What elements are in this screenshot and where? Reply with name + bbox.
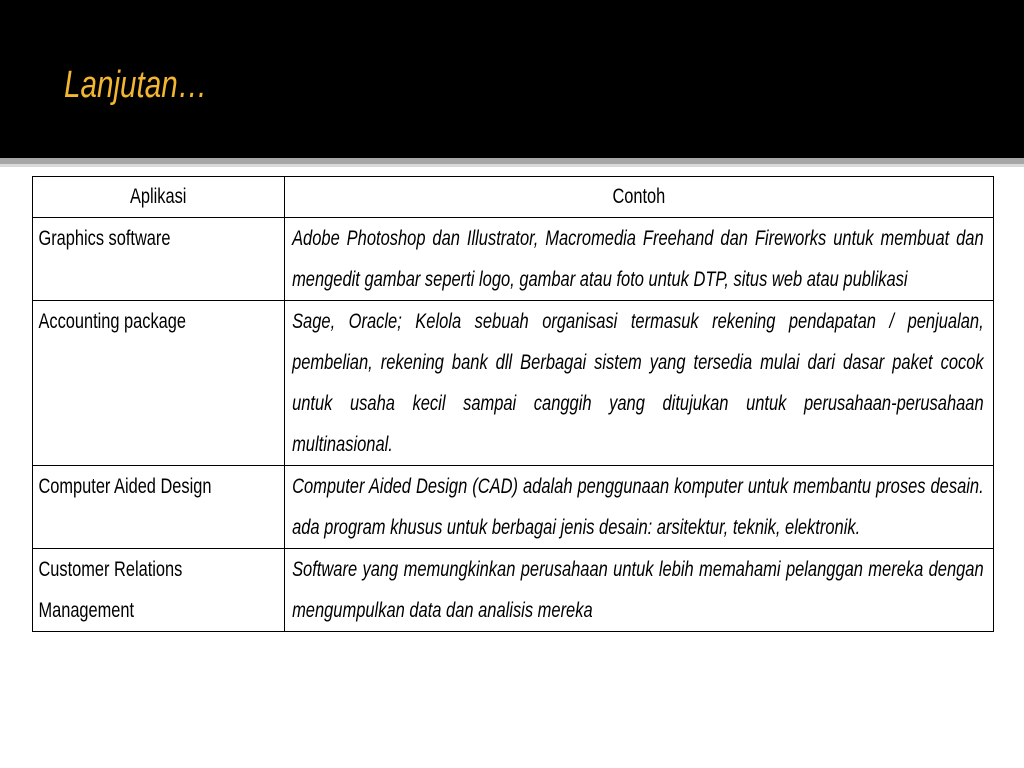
column-header-contoh-label: Contoh: [612, 185, 666, 208]
contoh-text: Adobe Photoshop dan Illustrator, Macromedia Freehand dan Fireworks untuk membuat dan mengedit gambar seperti logo, gambar atau foto untuk DTP, situs web atau publikasi: [292, 227, 984, 291]
cell-aplikasi: [33, 549, 285, 632]
table-row: [33, 218, 994, 301]
aplikasi-text: Accounting package: [38, 310, 186, 333]
contoh-text: Computer Aided Design (CAD) adalah penggunaan komputer untuk membantu proses desain. ada program khusus untuk berbagai jenis desain: arsitektur, teknik, elektronik.: [292, 475, 984, 539]
applications-table: [32, 176, 994, 632]
aplikasi-text: Graphics software: [38, 227, 171, 250]
table-row: [33, 466, 994, 549]
cell-contoh: [285, 218, 994, 301]
cell-aplikasi: [33, 466, 285, 549]
cell-contoh: [285, 466, 994, 549]
table-row: [33, 301, 994, 466]
table-row: [33, 549, 994, 632]
column-header-contoh: [285, 177, 994, 218]
cell-aplikasi: [33, 301, 285, 466]
column-header-aplikasi-label: Aplikasi: [130, 185, 187, 208]
cell-aplikasi: [33, 218, 285, 301]
contoh-text: Sage, Oracle; Kelola sebuah organisasi termasuk rekening pendapatan / penjualan, pembelian, rekening bank dll Berbagai sistem yang tersedia mulai dari dasar paket cocok untuk usaha kecil sampai canggih yang ditujukan untuk perusahaan-perusahaan multinasional.: [292, 310, 984, 456]
aplikasi-text: Computer Aided Design: [38, 475, 212, 498]
title-bar: [0, 0, 1024, 158]
cell-contoh: [285, 301, 994, 466]
contoh-text: Software yang memungkinkan perusahaan untuk lebih memahami pelanggan mereka dengan mengumpulkan data dan analisis mereka: [292, 558, 984, 622]
table-header-row: [33, 177, 994, 218]
cell-contoh: [285, 549, 994, 632]
header-divider-light: [0, 164, 1024, 167]
slide-title: Lanjutan…: [64, 64, 208, 106]
column-header-aplikasi: [33, 177, 285, 218]
aplikasi-text: Customer Relations Management: [38, 558, 183, 622]
